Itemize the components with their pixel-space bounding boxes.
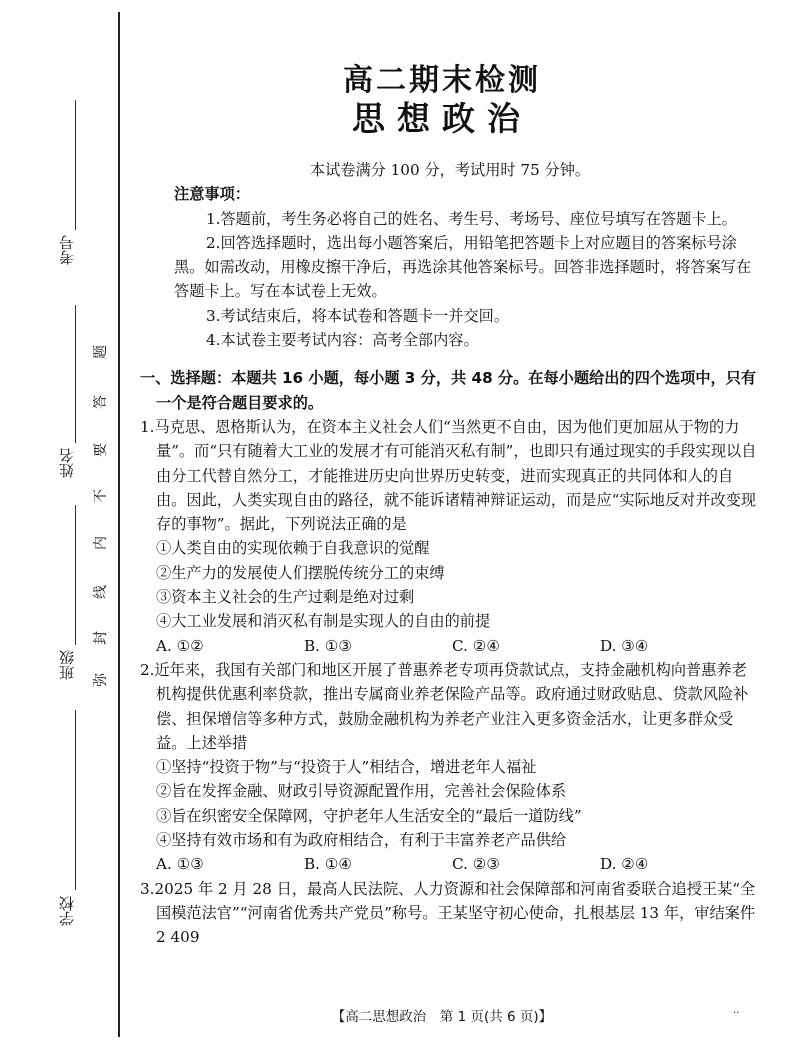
choice-b: B. ①④ (304, 855, 353, 874)
choice-d: D. ②④ (600, 855, 649, 874)
exam-content (140, 158, 760, 950)
binding-line (118, 12, 120, 1037)
notice-item: 1.答题前，考生务必将自己的姓名、考生号、考场号、座位号填写在答题卡上。 (206, 209, 737, 228)
seal-char: 内 (93, 536, 109, 550)
question-1 (140, 415, 760, 658)
exam-no-label: 考号 (58, 235, 76, 265)
subject-title: 思想政治 (352, 99, 532, 138)
notice-item: 2.回答选择题时，选出每小题答案后，用铅笔把答题卡上对应题目的答案标号涂黑。如需改动，用橡皮擦干净后，再选涂其他答案标号。回答非选择题时，将答案写在答题卡上。写在本试卷上无效。 (174, 233, 752, 301)
page-footer: 【高二思想政治 第 1 页(共 6 页)】 (331, 1009, 553, 1025)
choice-a: A. ①② (156, 636, 204, 655)
exam-title: 高二期末检测 (343, 63, 541, 98)
class-label: 班级 (58, 650, 76, 680)
answer-choices (140, 852, 760, 876)
question-option: ④大工业发展和消灭私有制是实现人的自由的前提 (156, 612, 491, 631)
notice-list (174, 207, 760, 353)
notice-heading: 注意事项： (174, 185, 250, 204)
exam-no-blank (75, 100, 76, 230)
seal-char: 题 (93, 345, 109, 359)
seal-char: 弥 (93, 673, 109, 687)
choice-c: C. ②③ (452, 855, 500, 874)
seal-char: 要 (93, 443, 109, 457)
choice-d: D. ③④ (600, 636, 649, 655)
seal-char: 答 (93, 395, 109, 409)
choice-b: B. ①③ (304, 636, 353, 655)
seal-char: 线 (93, 585, 109, 599)
notice-item: 3.考试结束后，将本试卷和答题卡一并交回。 (206, 306, 510, 325)
name-label: 姓名 (58, 448, 76, 478)
question-option: ②旨在发挥金融、财政引导资源配置作用，完善社会保险体系 (156, 782, 567, 801)
question-3 (140, 877, 760, 950)
seal-char: 不 (93, 489, 109, 503)
choice-a: A. ①③ (156, 855, 204, 874)
question-option: ③资本主义社会的生产过剩是绝对过剩 (156, 588, 415, 607)
question-stem: 1.马克思、恩格斯认为，在资本主义社会人们“当然更不自由，因为他们更加屈从于物的力量”。而“只有随着大工业的发展才有可能消灭私有制”，也即只有通过现实的手段实现以自由分工代替自然分工，才能推进历史向世界历史转变，进而实现真正的共同体和人的自由。因此，人类实现自由的路径，就不能诉诸精神辩证运动，而是应“实际地反对并改变现存的事物”。据此，下列说法正确的是 (140, 417, 757, 534)
school-blank (75, 710, 76, 890)
school-label: 学校 (58, 896, 76, 926)
name-blank (75, 305, 76, 443)
answer-choices (140, 634, 760, 658)
question-option: ③旨在织密安全保障网，守护老年人生活安全的“最后一道防线” (156, 806, 582, 825)
choice-c: C. ②④ (452, 636, 500, 655)
question-option: ①坚持“投资于物”与“投资于人”相结合，增进老年人福祉 (156, 758, 537, 777)
question-option: ②生产力的发展使人们摆脱传统分工的束缚 (156, 563, 445, 582)
question-stem: 3.2025 年 2 月 28 日，最高人民法院、人力资源和社会保障部和河南省委联合追授王某“全国模范法官”“河南省优秀共产党员”称号。王某坚守初心使命，扎根基层 13 年，审结案件 2 409 (140, 879, 756, 947)
section-heading: 一、选择题：本题共 16 小题，每小题 3 分，共 48 分。在每小题给出的四个选项中，只有一个是符合题目要求的。 (140, 369, 757, 412)
class-blank (75, 505, 76, 645)
notice-item: 4.本试卷主要考试内容：高考全部内容。 (206, 331, 479, 350)
question-2 (140, 658, 760, 877)
seal-char: 封 (93, 631, 109, 645)
question-option: ④坚持有效市场和有为政府相结合，有利于丰富养老产品供给 (156, 831, 567, 850)
question-option: ①人类自由的实现依赖于自我意识的觉醒 (156, 539, 430, 558)
footer-mark: ·· (733, 1008, 740, 1019)
exam-info: 本试卷满分 100 分，考试用时 75 分钟。 (309, 161, 591, 179)
question-stem: 2.近年来，我国有关部门和地区开展了普惠养老专项再贷款试点，支持金融机构向普惠养老机构提供优惠利率贷款，推出专属商业养老保险产品等。政府通过财政贴息、贷款风险补偿、担保增信等多种方式，鼓励金融机构为养老产业注入更多资金活水，让更多群众受益。上述举措 (140, 660, 749, 752)
